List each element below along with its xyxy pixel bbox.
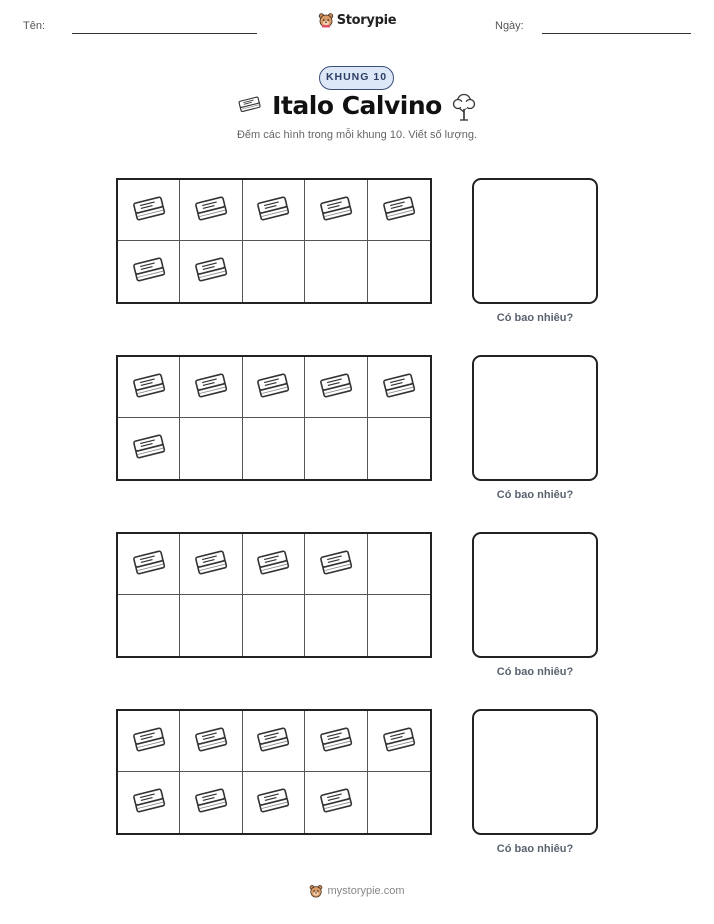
ten-frame-cell <box>368 418 430 479</box>
ten-frame-cell <box>118 595 180 656</box>
ten-frame-cell <box>180 534 242 595</box>
brand-logo <box>0 12 714 33</box>
brand-name: Storypie <box>336 12 397 28</box>
ten-frame-cell <box>118 180 180 241</box>
book-icon <box>191 254 231 289</box>
book-icon <box>129 431 169 466</box>
ten-frame-cell <box>118 418 180 479</box>
ten-frame-cell <box>180 180 242 241</box>
ten-frame-cell <box>368 711 430 772</box>
ten-frame-cell <box>243 711 305 772</box>
book-icon <box>191 370 231 405</box>
ten-frame-cell <box>368 241 430 302</box>
ten-frame-cell <box>180 772 242 833</box>
book-icon <box>191 785 231 820</box>
ten-frame-cell <box>305 595 367 656</box>
book-icon <box>379 370 419 405</box>
name-label: Tên: <box>23 20 46 32</box>
footer-url: mystorypie.com <box>327 885 405 897</box>
ten-frame-cell <box>305 772 367 833</box>
ten-frame-cell <box>180 241 242 302</box>
footer <box>0 884 714 903</box>
book-icon <box>316 547 356 582</box>
book-icon <box>191 547 231 582</box>
book-icon <box>191 724 231 759</box>
ten-frame-cell <box>368 595 430 656</box>
answer-box[interactable] <box>472 709 598 835</box>
tree-icon <box>450 90 478 122</box>
ten-frame-cell <box>368 534 430 595</box>
ten-frame-cell <box>368 357 430 418</box>
answer-question: Có bao nhiêu? <box>496 666 574 678</box>
ten-frame-cell <box>305 241 367 302</box>
ten-frame-cell <box>305 357 367 418</box>
book-icon <box>129 547 169 582</box>
ten-frame-cell <box>180 357 242 418</box>
worksheet-badge: KHUNG 10 <box>319 66 394 90</box>
book-icon <box>379 724 419 759</box>
book-icon <box>253 724 293 759</box>
answer-box[interactable] <box>472 178 598 304</box>
page-title: Italo Calvino <box>272 91 442 120</box>
ten-frame-cell <box>243 534 305 595</box>
instructions: Đếm các hình trong mỗi khung 10. Viết số lượng. <box>236 129 477 141</box>
ten-frame-cell <box>243 772 305 833</box>
bear-mascot-icon <box>309 884 323 898</box>
book-icon <box>253 547 293 582</box>
answer-box[interactable] <box>472 355 598 481</box>
ten-frame-cell <box>305 534 367 595</box>
ten-frame-cell <box>118 772 180 833</box>
ten-frame-cell <box>180 595 242 656</box>
ten-frame-cell <box>118 241 180 302</box>
answer-box[interactable] <box>472 532 598 658</box>
ten-frame-cell <box>243 357 305 418</box>
ten-frame-cell <box>243 241 305 302</box>
date-line[interactable] <box>542 33 691 34</box>
answer-question: Có bao nhiêu? <box>496 843 574 855</box>
ten-frame-cell <box>180 418 242 479</box>
book-icon <box>253 785 293 820</box>
ten-frame <box>116 532 432 658</box>
book-icon <box>129 785 169 820</box>
bear-mascot-icon <box>318 12 334 28</box>
ten-frame-cell <box>118 711 180 772</box>
ten-frame-cell <box>243 595 305 656</box>
name-line[interactable] <box>72 33 257 34</box>
ten-frame <box>116 355 432 481</box>
ten-frame <box>116 709 432 835</box>
ten-frame-cell <box>243 180 305 241</box>
ten-frame-cell <box>305 711 367 772</box>
book-icon <box>253 370 293 405</box>
ten-frame-cell <box>305 418 367 479</box>
ten-frame <box>116 178 432 304</box>
book-icon <box>129 724 169 759</box>
book-icon <box>129 370 169 405</box>
book-icon <box>253 193 293 228</box>
ten-frame-cell <box>243 418 305 479</box>
ten-frame-cell <box>368 772 430 833</box>
book-icon <box>316 724 356 759</box>
answer-question: Có bao nhiêu? <box>496 489 574 501</box>
book-icon <box>379 193 419 228</box>
book-icon <box>316 370 356 405</box>
book-icon <box>316 193 356 228</box>
book-icon <box>129 193 169 228</box>
book-icon <box>191 193 231 228</box>
ten-frame-cell <box>118 357 180 418</box>
ten-frame-cell <box>118 534 180 595</box>
answer-question: Có bao nhiêu? <box>496 312 574 324</box>
ten-frame-cell <box>305 180 367 241</box>
ten-frame-cell <box>368 180 430 241</box>
book-icon <box>129 254 169 289</box>
date-label: Ngày: <box>495 20 524 32</box>
ten-frame-cell <box>180 711 242 772</box>
book-icon <box>316 785 356 820</box>
